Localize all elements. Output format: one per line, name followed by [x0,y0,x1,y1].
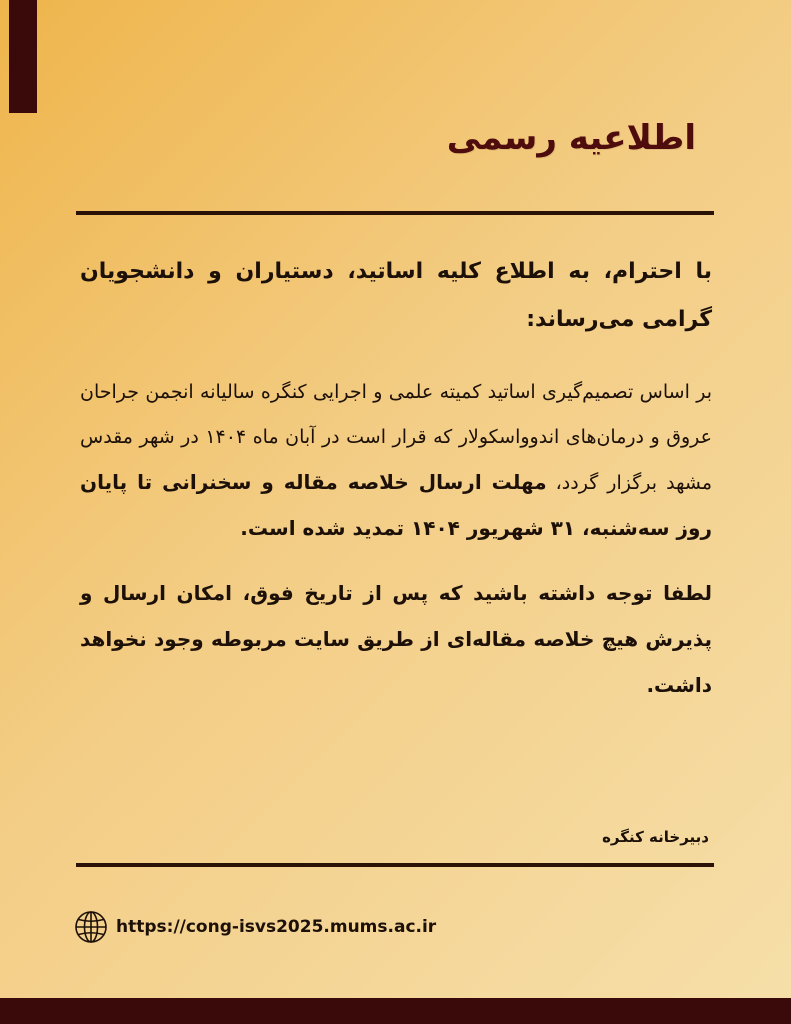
website-url[interactable]: https://cong-isvs2025.mums.ac.ir [116,917,437,937]
announcement-paragraph [80,370,712,552]
footer-band [0,998,791,1024]
globe-icon [74,910,108,944]
deadline-highlight: مهلت ارسال خلاصه مقاله و سخنرانی تا پایان روز سه‌شنبه، ۳۱ شهریور ۱۴۰۴ تمدید شده است. [80,470,712,540]
signature: دبیرخانه کنگره [602,828,709,846]
announcement-intro: بر اساس تصمیم‌گیری اساتید کمیته علمی و اجرایی کنگره سالیانه انجمن جراحان عروق و درمان‌های اندوواسکولار که قرار است در آبان ماه ۱۴۰۴ در شهر مقدس مشهد برگزار گردد، [80,381,712,494]
bottom-divider [76,863,714,867]
notice-paragraph: لطفا توجه داشته باشید که پس از تاریخ فوق، امکان ارسال و پذیرش هیچ خلاصه مقاله‌ای از طریق سایت مربوطه وجود نخواهد داشت. [80,581,712,697]
greeting-text: با احترام، به اطلاع کلیه اساتید، دستیاران و دانشجویان گرامی می‌رساند: [80,259,712,332]
corner-accent-bar [9,0,37,113]
top-divider [76,211,714,215]
announcement-body [80,248,712,708]
website-link[interactable] [74,910,436,944]
page-title: اطلاعیه رسمی [446,118,696,158]
